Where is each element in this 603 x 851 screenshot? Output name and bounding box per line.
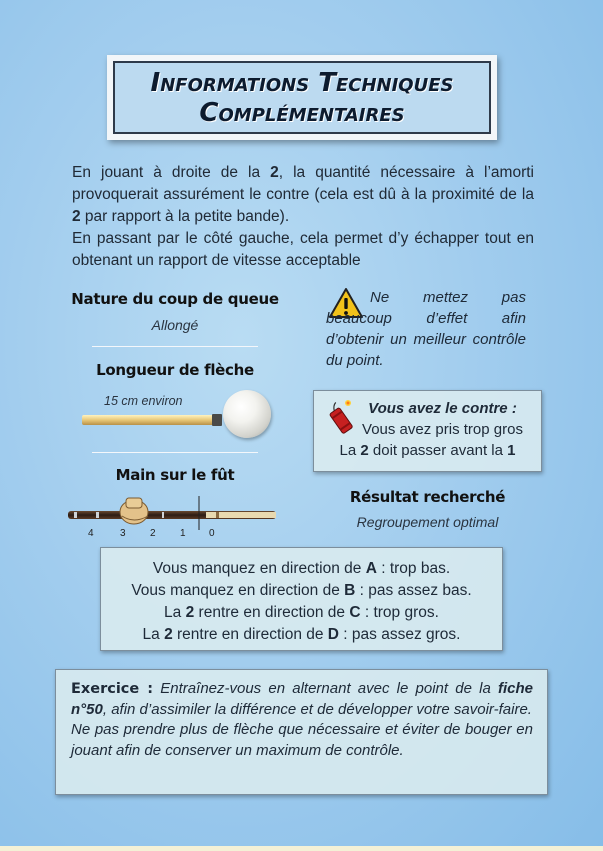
contre-line-2 [314,440,541,461]
cue-tip-icon [212,414,222,426]
intro-p1-a: En jouant à droite de la [72,164,271,181]
fleche-heading: Longueur de flèche [96,361,254,379]
result-b-desc: : pas assez bas. [355,582,472,599]
exercise-box [55,669,548,795]
contre-line2-num: 2 [360,442,369,459]
result-line-d [101,624,502,646]
intro-p1-c: par rapport à la petite bande). [80,208,290,225]
nature-heading: Nature du coup de queue [71,290,279,308]
scale-3: 3 [120,528,126,539]
result-line-c [101,602,502,624]
contre-line2-b: doit passer avant la [368,442,508,459]
dynamite-icon [326,399,354,435]
result-c-letter: C [349,604,361,621]
contre-line2-a: La [339,442,361,459]
result-b-letter: B [344,582,356,599]
hand-scale [66,528,282,540]
hand-icon [120,498,148,524]
result-d-letter: D [327,626,339,643]
exercise-paragraph-2: Ne pas prendre plus de flèche que nécessaire et éviter de bouger en jouant afin de conserver un maximum de contrôle. [71,721,533,759]
result-d-num: 2 [164,626,173,643]
result-d-desc: : pas assez gros. [339,626,461,643]
contre-title: Vous avez le contre : [368,400,517,417]
result-d-text: La [142,626,165,643]
result-c-desc: : trop gros. [360,604,439,621]
title-line-1: Informations Techniques [150,67,454,98]
result-line-b [101,580,502,602]
nature-section [60,290,290,333]
billiard-ball [223,390,271,438]
intro-p1-num2: 2 [72,208,81,225]
title-line-2: Complémentaires [199,97,405,128]
divider-1 [92,346,258,347]
result-a-text: Vous manquez en direction de [152,560,366,577]
result-c-text: La [164,604,186,621]
divider-2 [92,452,258,453]
scale-2: 2 [150,528,156,539]
result-d-mid: rentre en direction de [172,626,328,643]
contre-line-1: Vous avez pris trop gros [362,421,523,438]
fleche-section [60,361,290,379]
resultat-heading: Résultat recherché [349,488,506,506]
main-heading: Main sur le fût [115,466,235,484]
result-a-desc: : trop bas. [376,560,451,577]
result-b-text: Vous manquez en direction de [131,582,345,599]
intro-p1-b: , la quantité nécessaire à l’amorti provoquerait assurément le contre (cela est dû à la proximité de la [72,164,534,203]
intro-paragraph-1 [72,162,534,228]
fleche-value: 15 cm environ [104,394,183,408]
resultat-value: Regroupement optimal [356,514,499,530]
intro-paragraph-2: En passant par le côté gauche, cela permet d’y échapper tout en obtenant un rapport de vitesse acceptable [72,230,534,269]
intro-p1-num: 2 [270,164,279,181]
title-frame [113,61,491,134]
warning-text-content: Ne mettez pas beaucoup d’effet afin d’obtenir un meilleur contrôle du point. [326,289,526,369]
resultat-section [313,488,542,530]
intro-text [72,162,534,272]
main-section [60,466,290,484]
nature-value: Allongé [151,317,199,333]
exercise-text-b: , afin d’assimiler la différence et de développer votre savoir-faire. [102,700,532,718]
scale-0: 0 [209,528,215,539]
result-a-letter: A [365,560,377,577]
contre-box [313,390,542,472]
exercise-paragraph-1 [71,679,533,720]
scale-4: 4 [88,528,94,539]
scale-1: 1 [180,528,186,539]
result-c-num: 2 [185,604,195,621]
result-line-a [101,558,502,580]
title-box [107,55,497,140]
results-box [100,547,503,651]
billiard-cue [82,415,222,425]
exercise-fiche: fiche n°50 [71,680,533,718]
exercise-label: Exercice : [71,681,154,697]
exercise-text-a: Entraînez-vous en alternant avec le point de la [153,680,498,697]
bottom-strip [0,846,603,851]
warning-text [326,287,526,371]
result-c-mid: rentre en direction de [194,604,350,621]
contre-line2-num2: 1 [507,442,516,459]
